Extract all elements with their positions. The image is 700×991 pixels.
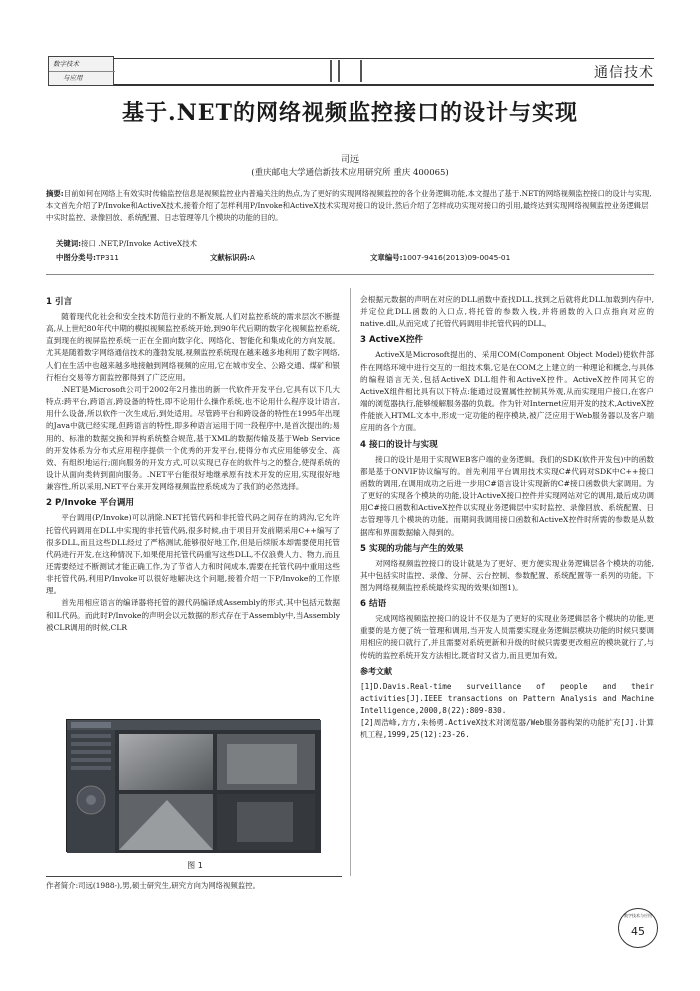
clc-number: 中图分类号:TP311 (56, 253, 119, 262)
figure-screenshot (66, 719, 320, 852)
badge-divider (49, 71, 115, 72)
paragraph: 接口的设计是用于实现WEB客户端的业务逻辑。我们的SDK(软件开发包)中的函数都是基于ONVIF协议编写的。首先利用平台调用技术实现C#代码对SDK中C++接口函数的调用,在调用成功之后进一步用C#语言设计实现新的C#接口函数供大家调用。为了更好的实现各个模块的功能,设计ActiveX接口控件并实现网站对它的调用,最后成功调用C#接口函数和ActiveX控件以实现业务逻辑层中实时监控、录像回放、系统配置、日志管理等几个模块的功能。而期间我调用接口函数和ActiveX控件时所需的参数是从数据库和界面数据输入得到的。 (360, 454, 654, 537)
header-rule-top (114, 58, 654, 59)
abstract (46, 188, 654, 225)
reference-item: [1]D.Davis.Real-time surveillance of people and their activities[J].IEEE transactions on Pattern Analysis and Machine Intelligence,2000,8(22):809-830. (360, 681, 654, 715)
section-heading: 3 ActiveX控件 (360, 335, 424, 346)
header-rule-bottom (114, 84, 654, 86)
journal-seal (618, 908, 658, 948)
references-heading: 参考文献 (360, 666, 392, 676)
keywords (56, 238, 654, 250)
figure-caption: 图 1 (187, 861, 203, 870)
paragraph: 首先用相应语言的编译器将托管的源代码编译成Assembly的形式,其中包括元数据和IL代码。而此时P/Invoke的声明会以元数据的形式存在于Assembly中,当Assembly被CLR调用的时候,CLR (46, 598, 340, 632)
surveillance-ui-image (67, 720, 321, 853)
page-number: 45 (631, 925, 645, 938)
doc-code: 文献标识码:A (210, 253, 255, 262)
section-heading: 1 引言 (46, 297, 73, 307)
section-heading: 4 接口的设计与实现 (360, 439, 438, 450)
keywords-text: 接口 .NET,P/Invoke ActiveX技术 (81, 239, 198, 248)
section-label: 通信技术 (594, 65, 654, 81)
footnote-rule (46, 876, 342, 877)
paragraph: 平台调用(P/Invoke)可以消除.NET托管代码和非托管代码之间存在的鸿沟,它允许托管代码调用在DLL中实现的非托管代码,很多时候,由于项目开发前期采用C++编写了很多DLL,而且这些DLL经过了严格测试,能够很好地工作,但是后续版本却需要使用托管代码进行开发,在这种情况下,如果使用托管代码重写这些DLL,不仅浪费人力、物力,而且还需要经过不断测试才能正确工作,为了节省人力和时间成本,需要在托管代码中重用这些非托管代码,利用P/Invoke可以很好地解决这个问题,接着介绍一下P/Invoke的工作原理。 (46, 513, 340, 596)
paragraph: 会根据元数据的声明在对应的DLL函数中查找DLL,找到之后就将此DLL加载到内存中,并定位此DLL函数的入口点,将托管的参数入栈,并将函数的入口点指向对应的native.dll,从而完成了托管代码调用非托管代码的DLL。 (360, 295, 654, 329)
right-column (360, 294, 654, 741)
header-bars (330, 60, 366, 82)
keywords-label: 关键词: (56, 239, 82, 248)
journal-badge (48, 56, 114, 86)
author-footnote: 作者简介:司远(1988-),男,硕士研究生,研究方向为网络视频监控。 (46, 881, 260, 890)
affiliation: (重庆邮电大学通信新技术应用研究所 重庆 400065) (251, 168, 449, 178)
abstract-text: 目前如何在网络上有效实时传输监控信息是视频监控业内普遍关注的热点,为了更好的实现网络视频监控的各个业务逻辑功能,本文提出了基于.NET的网络视频监控接口的设计与实现,本文首先介绍了P/Invoke和ActiveX技术,接着介绍了怎样利用P/Invoke和ActiveX技术实现对接口的设计,然后介绍了怎样成功实现对接口的引用,最终达到实现网络视频监控业务逻辑层中实时监控、录像回放、系统配置、日志管理等几个模块的功能的目的。 (46, 189, 652, 223)
paper-title: 基于.NET的网络视频监控接口的设计与实现 (122, 100, 578, 126)
paragraph: 对网络视频监控接口的设计就是为了更好、更方便实现业务逻辑层各个模块的功能,其中包括实时监控、录像、分屏、云台控制、参数配置、系统配置等一系列的功能。下图为网络视频监控系统最终实现的效果(如图1)。 (360, 558, 654, 592)
column-divider (350, 288, 351, 876)
left-column (46, 292, 340, 634)
paragraph: .NET是Microsoft公司于2002年2月推出的新一代软件开发平台,它具有以下几大特点:跨平台,跨语言,跨设备的特性,即不论用什么操作系统,也不论用什么程序设计语言,用什么设备,所以软件一次生成后,到处适用。尽管跨平台和跨设备的特性在1995年出现的Java中就已经实现,但跨语言的特性,即多种语言运用于同一段程序中,是首次提出的;易用的、标准的数据交换和异构系统整合规范,基于XML的数据传输及基于Web Service的开发体系为分布式应用程序提供一个优秀的开发平台,使得分布式应用能够安全、高效、有组织地运行;面向服务的开发方式,可以实现已存在的软件与之的整合,使得系统的设计从面向类转到面向服务。.NET平台能很好地继承原有技术开发的应用,实现很好地兼容性,所以采用,NET平台来开发网络视频监控系统成为了我们的必然选择。 (46, 384, 340, 492)
paragraph: ActiveX是Microsoft提出的、采用COM(Component Object Model)使软件部件在网络环境中进行交互的一组技术集,它是在COM之上建立的一种理论和概念,与具体的编程语言无关,包括ActiveX DLL组件和ActiveX控件。ActiveX控件同其它的ActiveX组件相比具有以下特点:能通过设置属性控制其外观,从而实现用户接口,在客户端的浏览器执行,能够缓解服务器的负载。作为针对Internet应用开发的技术,ActiveX控件能嵌入HTML文本中,形成一定功能的程序模块,被广泛应用于Web服务器以及客户端应用的各个方面。 (360, 350, 654, 433)
badge-line1: 数字技术 (53, 60, 79, 68)
article-number: 文章编号:1007-9416(2013)09-0045-01 (370, 253, 511, 262)
abstract-label: 摘要: (46, 189, 64, 198)
section-heading: 2 P/Invoke 平台调用 (46, 498, 134, 509)
seal-text: 数字技术与应用 (624, 913, 652, 918)
section-heading: 6 结语 (360, 599, 387, 610)
section-heading: 5 实现的功能与产生的效果 (360, 543, 464, 554)
paragraph: 完成网络视频监控接口的设计不仅是为了更好的实现业务逻辑层各个模块的功能,更重要的是方便了统一管理和调用,当开发人员需要实现业务逻辑层模块功能的时候只要调用相应的接口就行了,并且需要对系统更新和升级的时候只需要更改相应的模块就行了,与传统的监控系统开发方法相比,既省时又省力,而且更加有效。 (360, 614, 654, 660)
badge-line2: 与应用 (63, 74, 83, 82)
author: 司远 (340, 155, 359, 165)
reference-item: [2]周浩峰,方方,朱杨勇.ActiveX技术对浏览器/Web服务器构架的功能扩充[J].计算机工程,1999,25(12):23-26. (360, 717, 654, 739)
abstract-rule (46, 274, 654, 275)
paragraph: 随着现代化社会和安全技术防范行业的不断发展,人们对监控系统的需求层次不断提高,从上世纪80年代中期的模拟视频监控系统开始,到90年代后期的数字化视频监控系统,直到现在的视屏监控系统一正在全面向数字化、网络化、智能化和集成化的方向发展。尤其是随着数字网络通信技术的蓬勃发展,视频监控系统现在越来越多地利用了数字网络,人们在生活中也越来越多地接触到网络视频的应用,它在城市安全、公路交通、煤矿和银行柜台交易等方面监控都得到了广泛应用。 (46, 312, 340, 382)
